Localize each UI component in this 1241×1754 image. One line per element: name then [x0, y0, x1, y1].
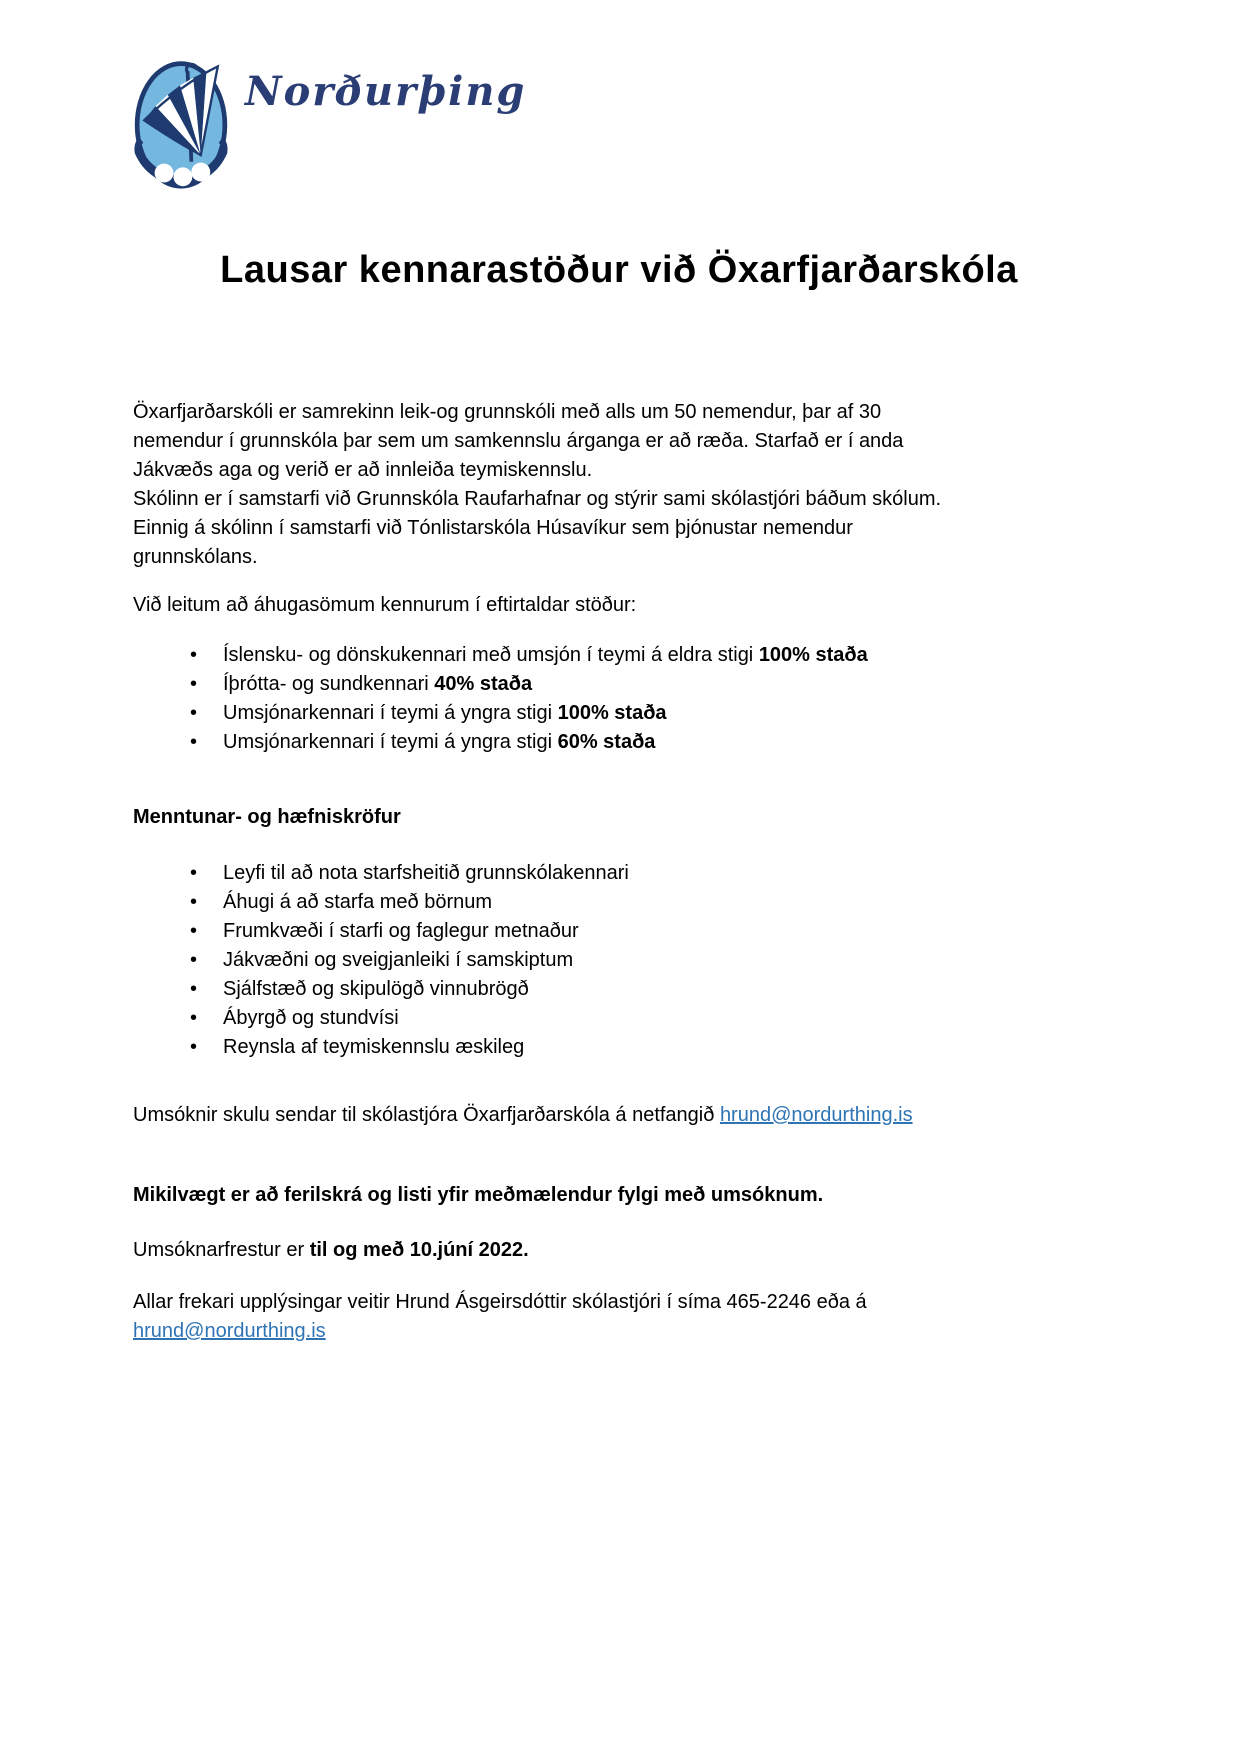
position-text: Umsjónarkennari í teymi á yngra stigi 60% staða: [223, 731, 656, 753]
positions-list: [133, 641, 1105, 757]
requirement-text: Áhugi á að starfa með börnum: [223, 891, 493, 913]
contact-text: Allar frekari upplýsingar veitir Hrund Ásgeirsdóttir skólastjóri í síma 465-2246 eða á: [133, 1291, 867, 1313]
position-text: Íþrótta- og sundkennari 40% staða: [223, 673, 533, 695]
list-item: [190, 975, 1105, 1004]
bullet-icon: [190, 946, 223, 975]
bullet-icon: [190, 670, 223, 699]
requirement-text: Leyfi til að nota starfsheitið grunnskólakennari: [223, 862, 629, 884]
list-item: [190, 670, 1105, 699]
intro-line: nemendur í grunnskóla þar sem um samkennslu árganga er að ræða. Starfað er í anda: [133, 430, 904, 452]
list-item: [190, 699, 1105, 728]
email-link[interactable]: hrund@nordurthing.is: [133, 1320, 326, 1342]
requirement-text: Sjálfstæð og skipulögð vinnubrögð: [223, 978, 529, 1000]
email-link[interactable]: hrund@nordurthing.is: [719, 1104, 913, 1126]
position-fte: 60% staða: [557, 731, 656, 753]
bullet-icon: [190, 699, 223, 728]
list-item: [190, 917, 1105, 946]
bullet-icon: [190, 1004, 223, 1033]
intro-paragraph: [133, 398, 1105, 572]
logo-header: [133, 58, 1105, 190]
position-fte: 40% staða: [434, 673, 533, 695]
intro-line: Öxarfjarðarskóli er samrekinn leik-og grunnskóli með alls um 50 nemendur, þar af 30: [133, 401, 882, 423]
list-item: [190, 641, 1105, 670]
intro-line: Jákvæðs aga og verið er að innleiða teymiskennslu.: [133, 459, 593, 481]
intro-line: grunnskólans.: [133, 546, 258, 568]
requirement-text: Reynsla af teymiskennslu æskileg: [223, 1036, 525, 1058]
deadline-prefix: Umsóknarfrestur er: [133, 1239, 310, 1261]
deadline-line: [133, 1236, 1105, 1265]
application-line: [133, 1101, 1105, 1130]
position-text: Íslensku- og dönskukennari með umsjón í teymi á eldra stigi 100% staða: [223, 644, 868, 666]
bullet-icon: [190, 975, 223, 1004]
list-item: [190, 859, 1105, 888]
intro-line: Skólinn er í samstarfi við Grunnskóla Raufarhafnar og stýrir sami skólastjóri báðum skólum.: [133, 488, 942, 510]
position-text: Umsjónarkennari í teymi á yngra stigi 100% staða: [223, 702, 667, 724]
requirements-list: [133, 859, 1105, 1062]
bullet-icon: [190, 1033, 223, 1062]
list-item: [190, 1033, 1105, 1062]
list-item: [190, 1004, 1105, 1033]
contact-block: [133, 1288, 1105, 1346]
bullet-icon: [190, 641, 223, 670]
deadline-date: til og með 10.júní 2022.: [309, 1239, 529, 1261]
bullet-icon: [190, 917, 223, 946]
requirement-text: Frumkvæði í starfi og faglegur metnaður: [223, 920, 579, 942]
list-item: [190, 946, 1105, 975]
requirement-text: Ábyrgð og stundvísi: [223, 1007, 399, 1029]
list-item: [190, 728, 1105, 757]
logo-wordmark: Norðurþing: [245, 68, 527, 115]
position-fte: 100% staða: [758, 644, 868, 666]
important-note: Mikilvægt er að ferilskrá og listi yfir meðmælendur fylgi með umsóknum.: [133, 1184, 824, 1206]
application-text: Umsóknir skulu sendar til skólastjóra Öxarfjarðarskóla á netfangið: [133, 1104, 720, 1126]
bullet-icon: [190, 859, 223, 888]
intro-line: Einnig á skólinn í samstarfi við Tónlistarskóla Húsavíkur sem þjónustar nemendur: [133, 517, 853, 539]
requirement-text: Jákvæðni og sveigjanleiki í samskiptum: [223, 949, 574, 971]
positions-intro: Við leitum að áhugasömum kennurum í eftirtaldar stöður:: [133, 594, 637, 616]
requirements-heading: Menntunar- og hæfniskröfur: [133, 806, 401, 828]
list-item: [190, 888, 1105, 917]
bullet-icon: [190, 888, 223, 917]
bullet-icon: [190, 728, 223, 757]
page-title: Lausar kennarastöður við Öxarfjarðarskóla: [220, 249, 1018, 291]
position-fte: 100% staða: [557, 702, 667, 724]
viking-ship-logo-icon: [133, 58, 229, 190]
